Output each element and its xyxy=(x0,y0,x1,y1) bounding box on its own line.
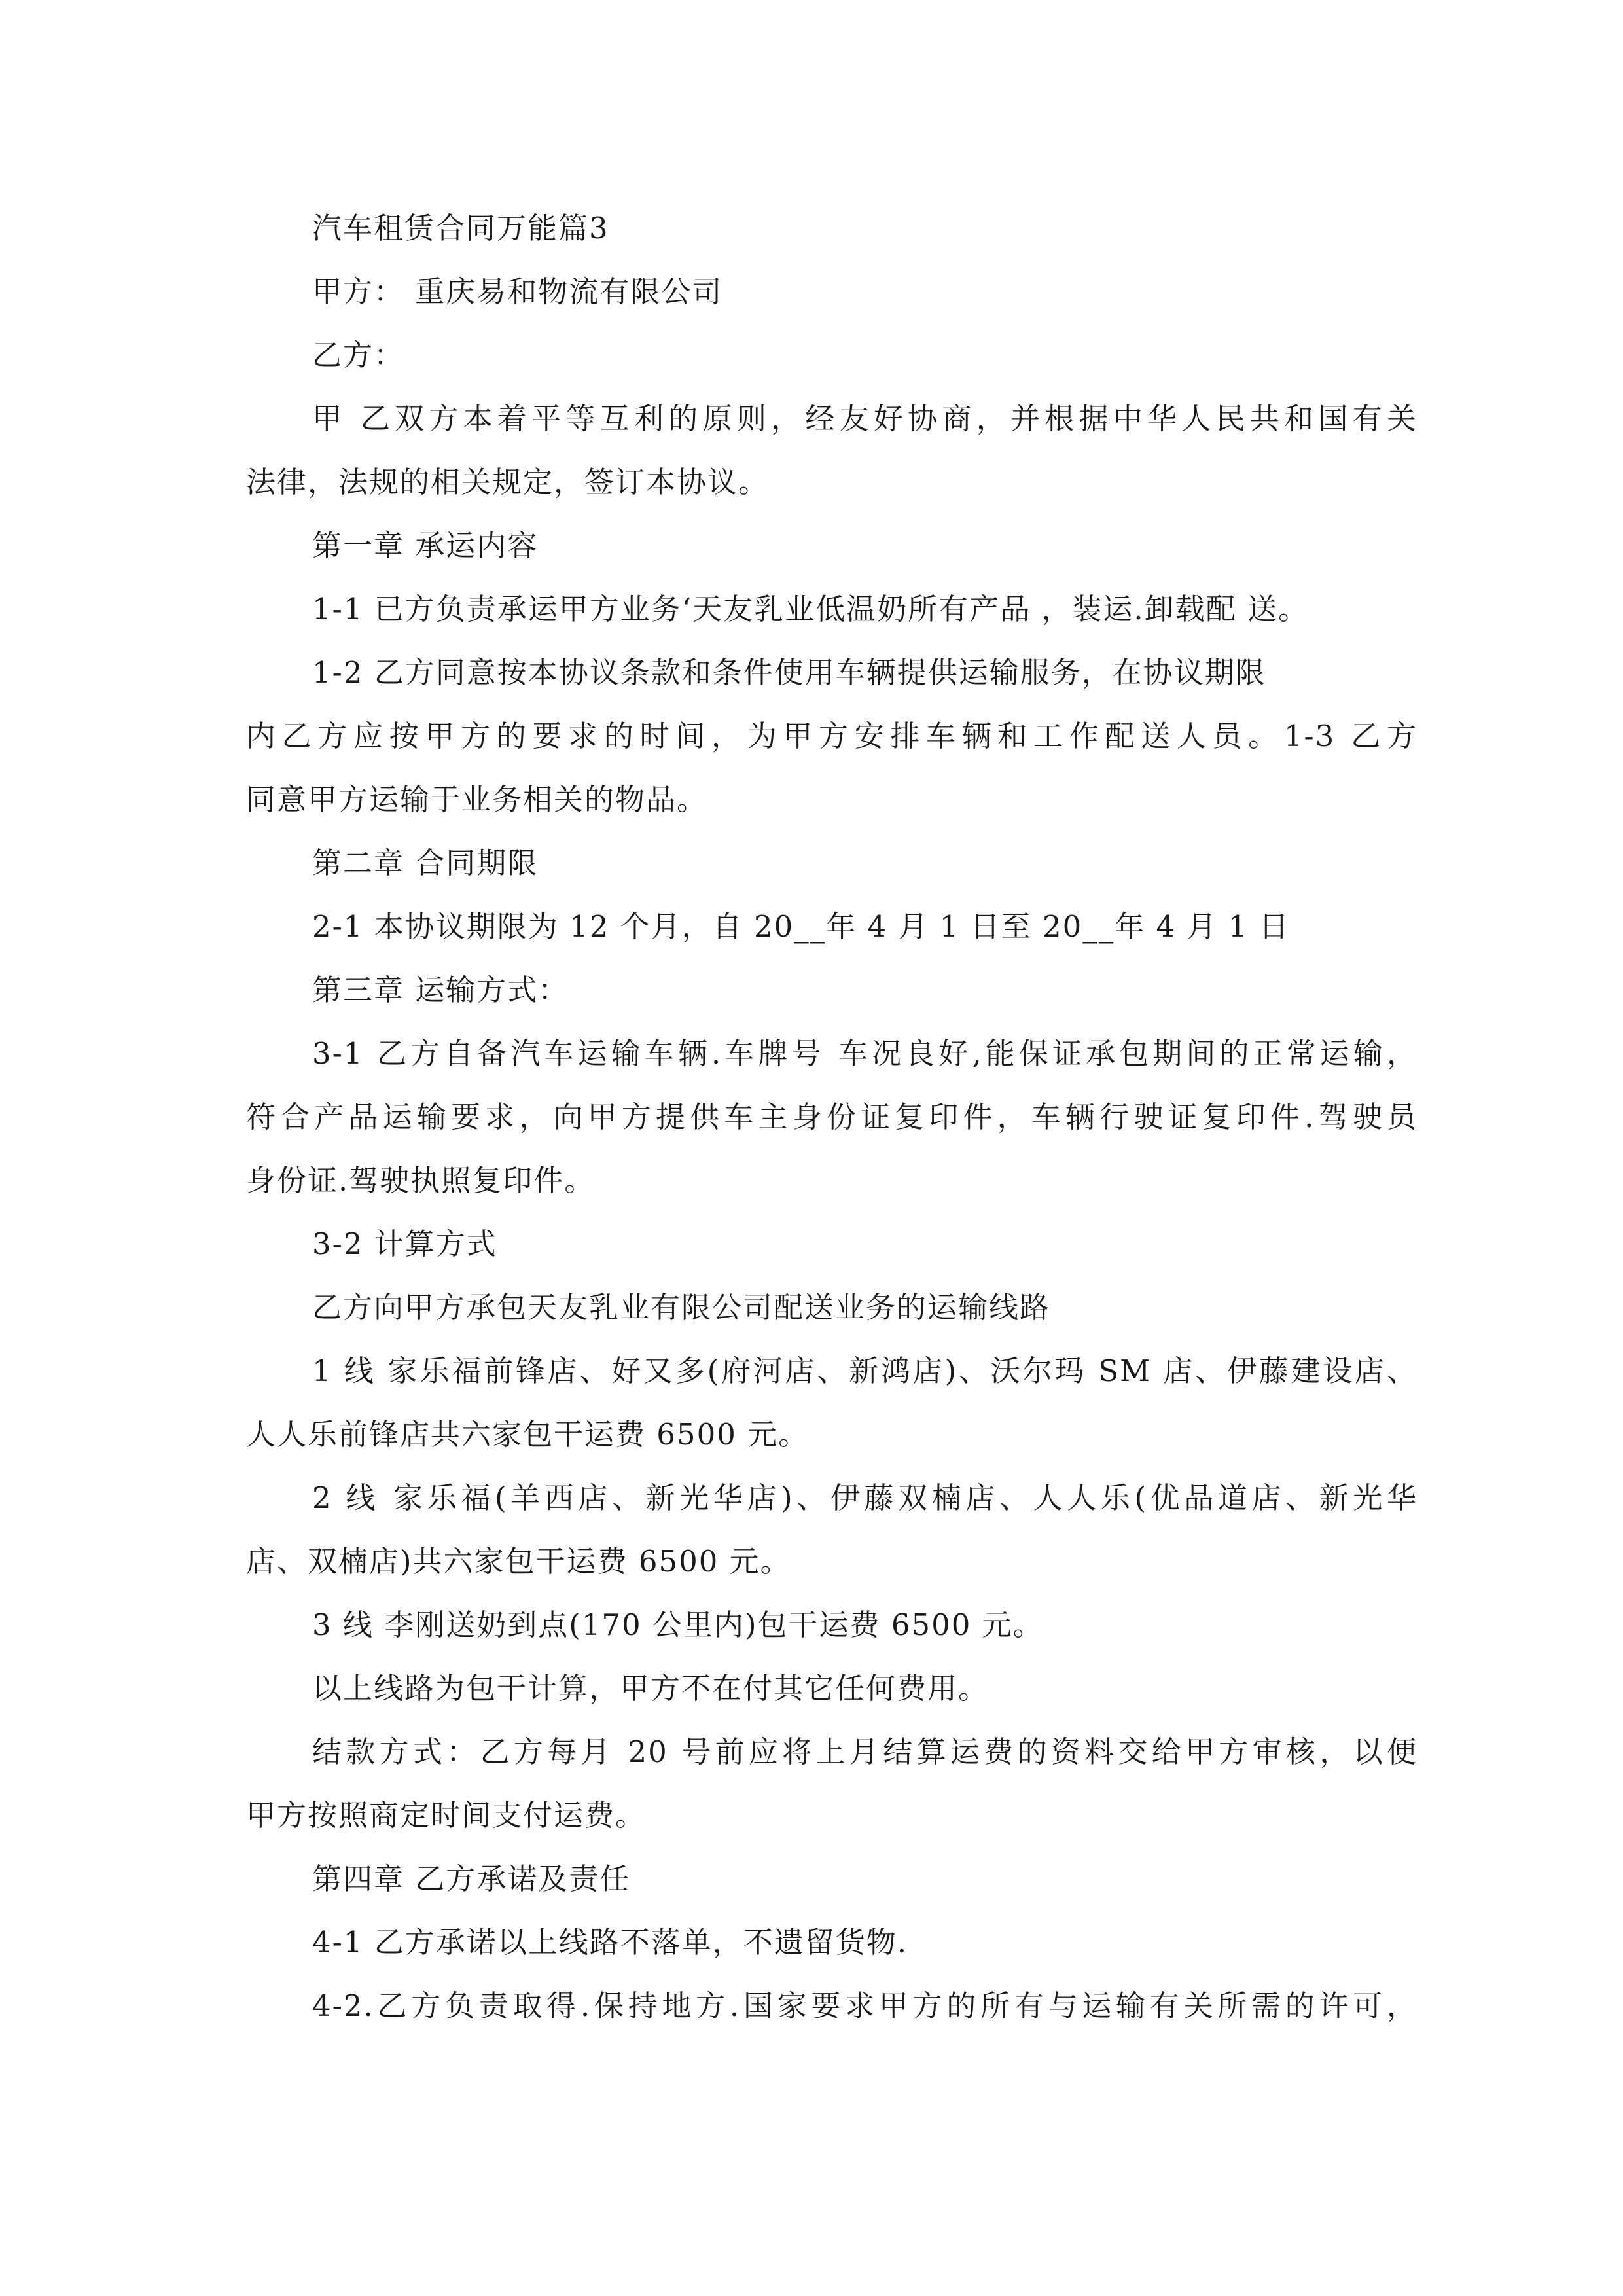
paragraph-line: 1-2 乙方同意按本协议条款和条件使用车辆提供运输服务，在协议期限 xyxy=(312,655,1266,690)
paragraph-line: 3-1 乙方自备汽车运输车辆.车牌号 车况良好,能保证承包期间的正常运输， xyxy=(312,1036,1418,1071)
document-title: 汽车租赁合同万能篇3 xyxy=(312,211,609,245)
chapter-heading: 第三章 运输方式： xyxy=(312,973,569,1007)
chapter-heading: 第一章 承运内容 xyxy=(312,528,539,563)
paragraph-line: 2-1 本协议期限为 12 个月，自 20__年 4 月 1 日至 20__年 4 月 1 日 xyxy=(312,909,1290,944)
paragraph-line: 符合产品运输要求，向甲方提供车主身份证复印件，车辆行驶证复印件.驾驶员 xyxy=(246,1100,1418,1134)
paragraph-line: 身份证.驾驶执照复印件。 xyxy=(246,1163,596,1198)
paragraph-line: 4-1 乙方承诺以上线路不落单，不遗留货物. xyxy=(312,1925,908,1960)
paragraph-line: 1 线 家乐福前锋店、好又多(府河店、新鸿店)、沃尔玛 SM 店、伊藤建设店、 xyxy=(312,1354,1418,1388)
paragraph-line: 结款方式：乙方每月 20 号前应将上月结算运费的资料交给甲方审核，以便 xyxy=(312,1734,1418,1769)
paragraph-line: 4-2.乙方负责取得.保持地方.国家要求甲方的所有与运输有关所需的许可， xyxy=(312,1988,1418,2023)
paragraph-line: 同意甲方运输于业务相关的物品。 xyxy=(246,782,708,817)
paragraph-line: 人人乐前锋店共六家包干运费 6500 元。 xyxy=(246,1417,810,1452)
paragraph-line: 内乙方应按甲方的要求的时间，为甲方安排车辆和工作配送人员。1-3 乙方 xyxy=(246,719,1418,753)
paragraph-line: 3 线 李刚送奶到点(170 公里内)包干运费 6500 元。 xyxy=(312,1607,1044,1642)
paragraph-line: 乙方向甲方承包天友乳业有限公司配送业务的运输线路 xyxy=(312,1290,1051,1325)
party-b-line: 乙方： xyxy=(312,338,405,372)
paragraph-line: 2 线 家乐福(羊西店、新光华店)、伊藤双楠店、人人乐(优品道店、新光华 xyxy=(312,1480,1418,1515)
paragraph-line: 1-1 已方负责承运甲方业务‘天友乳业低温奶所有产品 ，装运.卸载配 送。 xyxy=(312,592,1309,626)
section-heading: 3-2 计算方式 xyxy=(312,1227,497,1261)
paragraph-line: 法律，法规的相关规定，签订本协议。 xyxy=(246,465,770,499)
paragraph-line: 甲方按照商定时间支付运费。 xyxy=(246,1798,647,1833)
paragraph-line: 店、双楠店)共六家包干运费 6500 元。 xyxy=(246,1544,791,1579)
party-a-line: 甲方： 重庆易和物流有限公司 xyxy=(312,274,723,309)
paragraph-line: 甲 乙双方本着平等互利的原则，经友好协商，并根据中华人民共和国有关 xyxy=(312,401,1418,436)
paragraph-line: 以上线路为包干计算，甲方不在付其它任何费用。 xyxy=(312,1671,990,1706)
chapter-heading: 第二章 合同期限 xyxy=(312,846,539,880)
document-body xyxy=(246,196,1418,2037)
chapter-heading: 第四章 乙方承诺及责任 xyxy=(312,1861,631,1896)
